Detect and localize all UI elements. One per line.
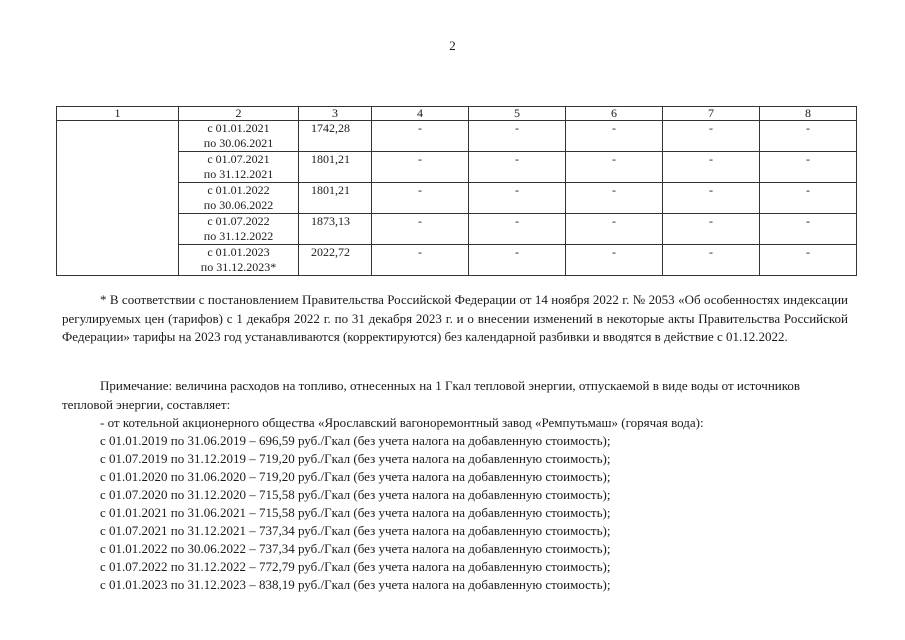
table-cell: -	[566, 214, 663, 245]
tariff-table	[56, 106, 857, 276]
note-line: с 01.07.2019 по 31.12.2019 – 719,20 руб./Гкал (без учета налога на добавленную стоимость);	[100, 451, 611, 466]
header-cell: 2	[179, 107, 299, 121]
table-cell: -	[469, 152, 566, 183]
table-cell: -	[760, 245, 857, 276]
header-cell: 4	[372, 107, 469, 121]
table-cell: -	[372, 152, 469, 183]
period-cell: с 01.01.2022 по 30.06.2022	[179, 183, 299, 214]
note-line: с 01.01.2019 по 31.06.2019 – 696,59 руб./Гкал (без учета налога на добавленную стоимость);	[100, 433, 611, 448]
period-cell: с 01.07.2022 по 31.12.2022	[179, 214, 299, 245]
footnote	[62, 291, 848, 347]
table-cell: -	[760, 183, 857, 214]
table-cell: -	[469, 121, 566, 152]
tariff-value-cell: 1801,21	[299, 183, 372, 214]
table-cell: -	[372, 121, 469, 152]
table-cell: -	[469, 183, 566, 214]
table-row	[57, 121, 857, 152]
table-header-row	[57, 107, 857, 121]
table-cell: -	[760, 214, 857, 245]
table-cell: -	[760, 152, 857, 183]
table-cell: -	[566, 245, 663, 276]
note-line: с 01.07.2022 по 31.12.2022 – 772,79 руб./Гкал (без учета налога на добавленную стоимость);	[100, 559, 611, 574]
tariff-value-cell: 1742,28	[299, 121, 372, 152]
header-cell: 6	[566, 107, 663, 121]
note-intro: Примечание: величина расходов на топливо, отнесенных на 1 Гкал тепловой энергии, отпускаемой в виде воды от источников тепловой энергии, составляет:	[62, 378, 801, 412]
table-cell: -	[372, 245, 469, 276]
note-line: с 01.07.2021 по 31.12.2021 – 737,34 руб./Гкал (без учета налога на добавленную стоимость);	[100, 523, 611, 538]
empty-merged-cell	[57, 121, 179, 276]
table-cell: -	[663, 152, 760, 183]
period-cell: с 01.01.2023 по 31.12.2023*	[179, 245, 299, 276]
table-cell: -	[566, 121, 663, 152]
table-cell: -	[663, 121, 760, 152]
header-cell: 5	[469, 107, 566, 121]
note-source: - от котельной акционерного общества «Ярославский вагоноремонтный завод «Ремпутьмаш» (горячая вода):	[100, 415, 704, 430]
header-cell: 8	[760, 107, 857, 121]
table-cell: -	[663, 245, 760, 276]
tariff-value-cell: 1801,21	[299, 152, 372, 183]
table-cell: -	[372, 183, 469, 214]
table-cell: -	[663, 183, 760, 214]
table-cell: -	[469, 214, 566, 245]
table-cell: -	[372, 214, 469, 245]
note-line: с 01.01.2021 по 31.06.2021 – 715,58 руб./Гкал (без учета налога на добавленную стоимость);	[100, 505, 611, 520]
note-line: с 01.07.2020 по 31.12.2020 – 715,58 руб./Гкал (без учета налога на добавленную стоимость);	[100, 487, 611, 502]
table-cell: -	[760, 121, 857, 152]
header-cell: 7	[663, 107, 760, 121]
page-number: 2	[449, 38, 456, 53]
header-cell: 1	[57, 107, 179, 121]
tariff-value-cell: 1873,13	[299, 214, 372, 245]
table-cell: -	[469, 245, 566, 276]
footnote-text: * В соответствии с постановлением Правительства Российской Федерации от 14 ноября 2022 г. № 2053 «Об особенностях индексации регулируемых цен (тарифов) с 1 декабря 2022 г. по 31 декабря 2023 г. и о внесении изменений в некоторые акты Правительства Российской Федерации» тарифы на 2023 год устанавливаются (корректируются) без календарной разбивки и вводятся в действие с 01.12.2022.	[62, 292, 848, 344]
note-section	[62, 377, 848, 594]
note-line: с 01.01.2020 по 31.06.2020 – 719,20 руб./Гкал (без учета налога на добавленную стоимость);	[100, 469, 611, 484]
table-cell: -	[663, 214, 760, 245]
table-cell: -	[566, 183, 663, 214]
table-cell: -	[566, 152, 663, 183]
period-cell: с 01.01.2021 по 30.06.2021	[179, 121, 299, 152]
period-cell: с 01.07.2021 по 31.12.2021	[179, 152, 299, 183]
note-line: с 01.01.2022 по 30.06.2022 – 737,34 руб./Гкал (без учета налога на добавленную стоимость);	[100, 541, 611, 556]
tariff-value-cell: 2022,72	[299, 245, 372, 276]
header-cell: 3	[299, 107, 372, 121]
note-line: с 01.01.2023 по 31.12.2023 – 838,19 руб./Гкал (без учета налога на добавленную стоимость);	[100, 577, 611, 592]
